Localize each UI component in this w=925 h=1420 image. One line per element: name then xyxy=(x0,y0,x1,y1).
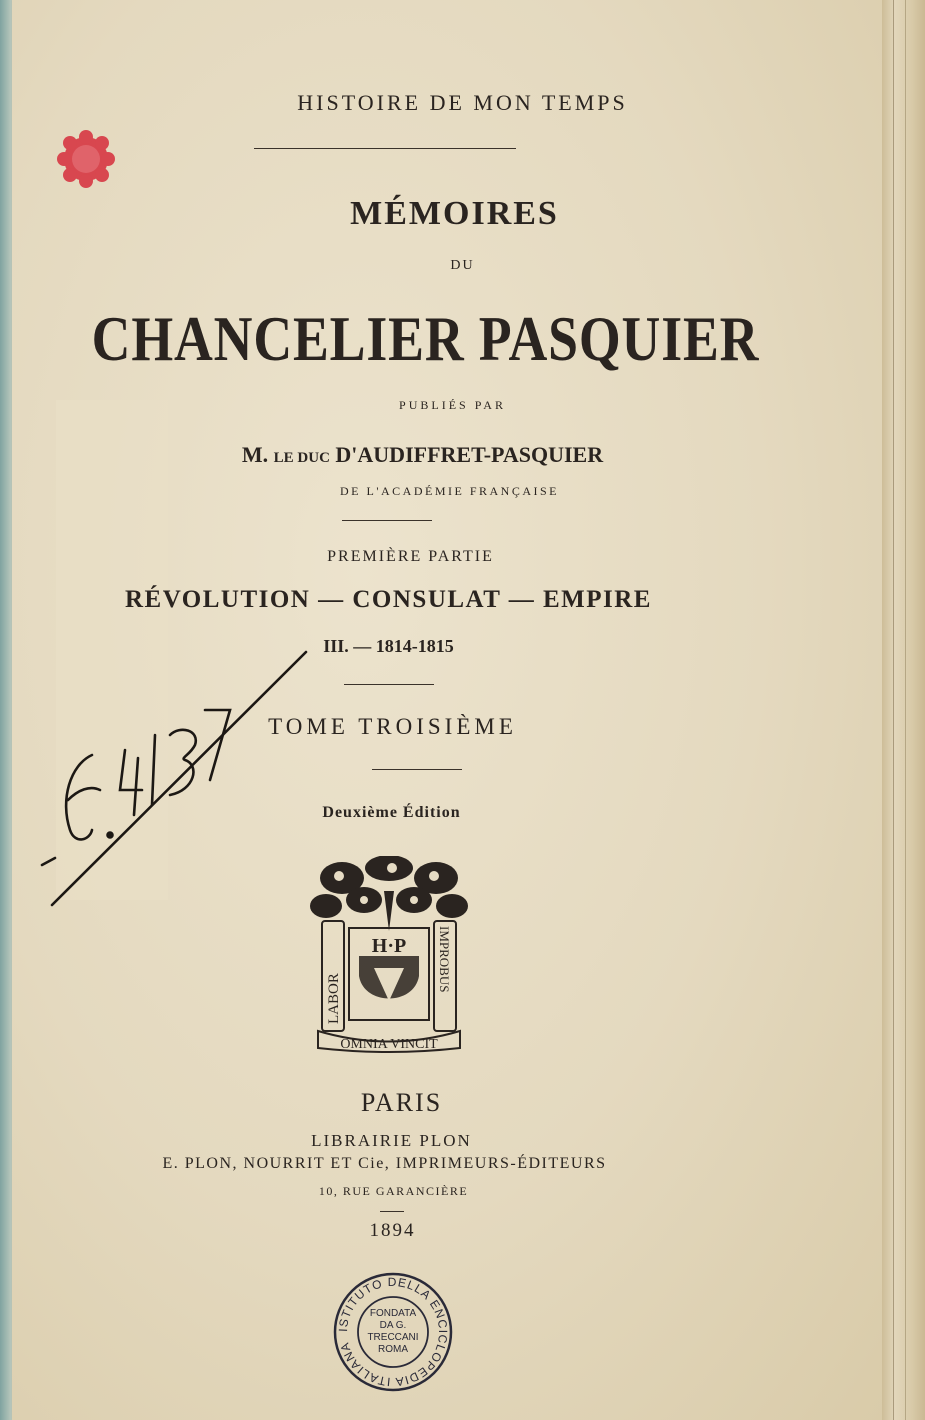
title-memoires: MÉMOIRES xyxy=(350,195,559,232)
title-du: DU xyxy=(450,258,475,273)
part-periods: RÉVOLUTION — CONSULAT — EMPIRE xyxy=(125,586,652,613)
emblem-motto-bottom: OMNIA VINCIT xyxy=(340,1037,438,1052)
divider-rule xyxy=(344,684,434,685)
publies-par: PUBLIÉS PAR xyxy=(399,398,506,412)
seal-inner-text: FONDATA DA G. TRECCANI ROMA xyxy=(367,1308,419,1355)
red-stamp-icon xyxy=(55,128,117,190)
editor-name xyxy=(0,442,885,468)
imprint-year: 1894 xyxy=(369,1220,416,1241)
imprint-printers: E. PLON, NOURRIT ET Cie, IMPRIMEURS-ÉDITEURS xyxy=(162,1155,607,1172)
seal-outer-text: ISTITUTO DELLA ENCICLOPEDIA ITALIANA xyxy=(335,1274,451,1390)
imprint-publisher: LIBRAIRIE PLON xyxy=(311,1131,472,1150)
editor-affiliation: DE L'ACADÉMIE FRANÇAISE xyxy=(340,484,559,498)
divider-rule xyxy=(380,1211,404,1212)
volume-dates: III. — 1814-1815 xyxy=(323,636,454,656)
emblem-motto-left: LABOR xyxy=(326,973,342,1024)
editor-title-small: LE DUC xyxy=(273,450,330,466)
imprint-city: PARIS xyxy=(360,1088,443,1117)
divider-rule xyxy=(254,148,516,149)
editor-prefix: M. xyxy=(241,442,269,467)
divider-rule xyxy=(342,520,432,521)
series-title: HISTOIRE DE MON TEMPS xyxy=(297,90,628,115)
printer-emblem xyxy=(304,856,474,1056)
library-seal-stamp xyxy=(331,1270,455,1394)
handwritten-shelf-mark-icon xyxy=(30,640,330,920)
divider-rule xyxy=(372,769,462,770)
title-chancelier-pasquier: CHANCELIER PASQUIER xyxy=(91,303,760,374)
imprint-address: 10, RUE GARANCIÈRE xyxy=(318,1184,469,1198)
tome-label: TOME TROISIÈME xyxy=(268,714,517,739)
emblem-monogram: H·P xyxy=(371,935,407,957)
part-label: PREMIÈRE PARTIE xyxy=(327,548,494,565)
emblem-motto-right: IMPROBUS xyxy=(437,926,452,993)
edition-label: Deuxième Édition xyxy=(322,804,461,821)
editor-surname: D'AUDIFFRET-PASQUIER xyxy=(335,442,604,467)
